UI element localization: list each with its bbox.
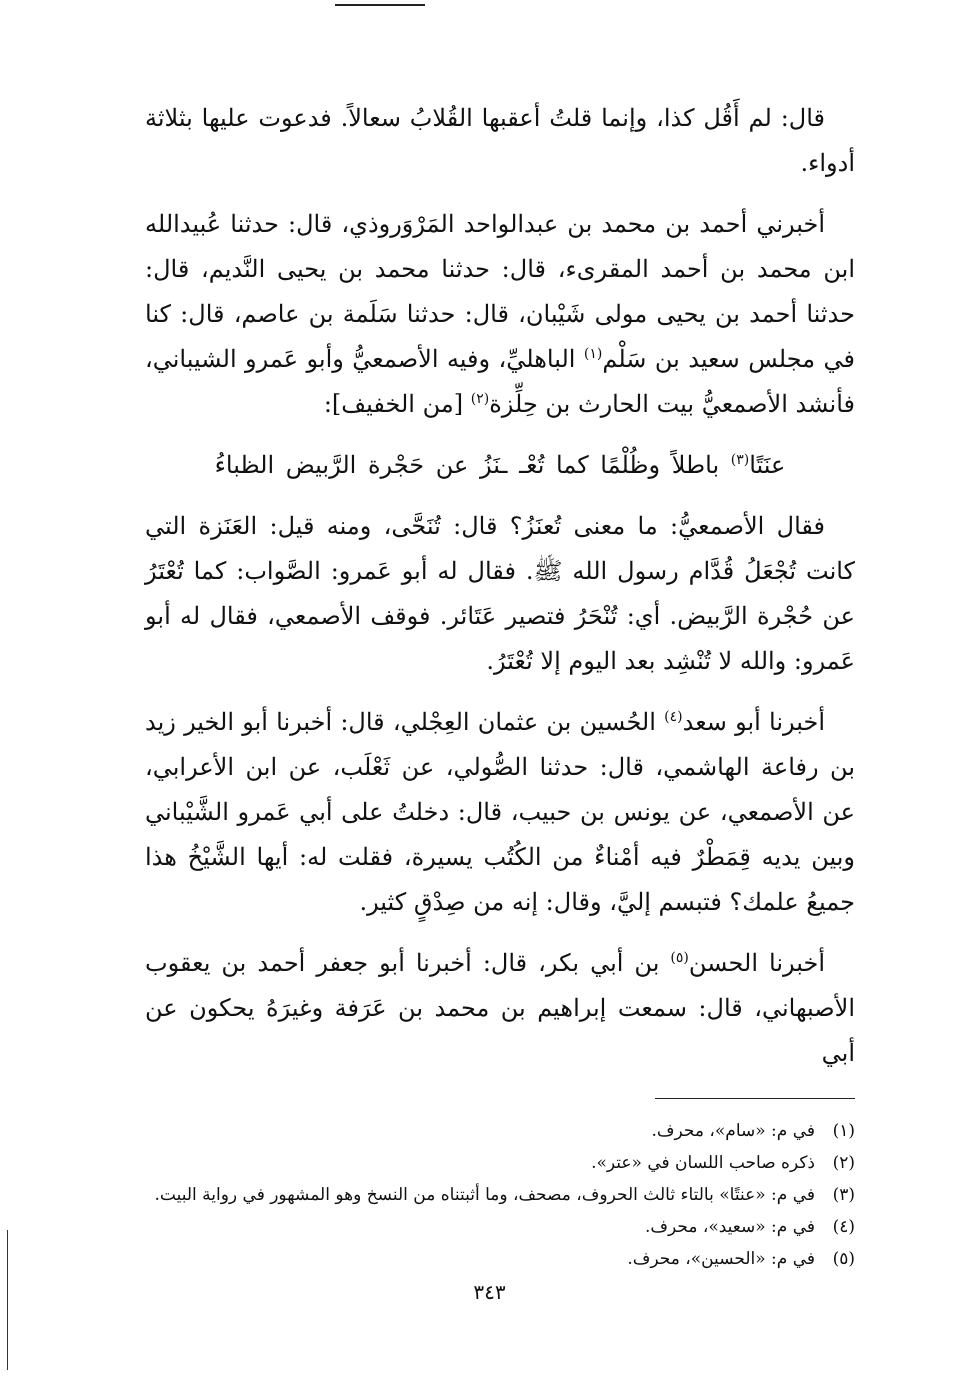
footnote-number: (٢) [832,1153,855,1173]
page-number: ٣٤٣ [473,1280,506,1304]
footnote-ref: (٢) [470,391,490,407]
text-segment: [من الخفيف]: [323,390,471,418]
footnote-text: في م: «سعيد»، محرف. [644,1217,815,1237]
footnote-separator [655,1098,855,1099]
footnote-number: (٣) [832,1185,855,1205]
text-segment: أخبرنا الحسن [688,949,825,977]
footnote [145,1179,855,1211]
paragraph: فقال الأصمعيُّ: ما معنى تُعنَزُ؟ قال: تُنَحَّى، ومنه قيل: العَنَزة التي كانت تُجْعَلُ قُدَّام رسول الله ﷺ. فقال له أبو عَمرو: الصَّواب: كما تُعْتَرُ عن حُجْرة الرَّبيض. أي: تُنْحَرُ فتصير عَتَائر. فوقف الأصمعي، فقال له أبو عَمرو: والله لا تُنْشِد بعد اليوم إلا تُعْتَرُ. [145,512,855,675]
body-text [145,96,855,1076]
text-segment: أخبرنا أبو سعد [682,708,826,736]
text-segment: عنَتًا [749,451,786,479]
footnote-number: (١) [832,1121,855,1141]
footnote-ref: (١) [583,346,603,362]
paragraph: قال: لم أَقُل كذا، وإنما قلتُ أعقبها القُلابُ سعالاً. فدعوت عليها بثلاثة أدواء. [145,104,855,177]
footnote-text: في م: «سام»، محرف. [651,1121,815,1141]
paragraph [145,941,855,1076]
footnote [145,1115,855,1147]
page-body [145,96,855,1316]
footnote-ref: (٥) [670,950,689,966]
footnote-text: ذكره صاحب اللسان في «عتر». [591,1153,815,1173]
paragraph [145,202,855,427]
text-segment: الحُسين بن عثمان العِجْلي، قال: أخبرنا أبو الخير زيد بن رفاعة الهاشمي، قال: حدثنا الصُّولي، عن ثَعْلَب، عن ابن الأعرابي، عن الأصمعي، عن يونس بن حبيب، قال: دخلتُ على أبي عَمرو الشَّيْباني وبين يديه قِمَطْرٌ فيه أمْناءٌ من الكُتُب يسيرة، فقلت له: أيها الشَّيْخُ هذا جميعُ علمك؟ فتبسم إليَّ، وقال: إنه من صِدْقٍ كثير. [145,708,855,916]
footnote-text: في م: «الحسين»، محرف. [627,1249,815,1269]
footnote [145,1147,855,1179]
footnote-ref: (٣) [730,452,750,468]
footnote-list [145,1115,855,1275]
footnote-number: (٥) [832,1249,855,1269]
paragraph [145,700,855,925]
footnote-number: (٤) [832,1217,855,1237]
footnote [145,1211,855,1243]
text-segment: أخبرني أحمد بن محمد بن عبدالواحد المَرْوَروذي، قال: حدثنا عُبيدالله ابن محمد بن أحمد المقرىء، قال: حدثنا محمد بن يحيى النَّديم، قال: حدثنا أحمد بن يحيى مولى شَيْبان، قال: حدثنا سَلَمة بن عاصم، قال: كنا في مجلس سعيد بن سَلْم [145,210,855,373]
footnote [145,1243,855,1275]
footnote-text: في م: «عنتًا» بالتاء ثالث الحروف، مصحف، وما أثبتناه من النسخ وهو المشهور في رواية البيت. [154,1185,815,1205]
text-segment: باطلاً وظُلْمًا كما تُعْـ ـنَزُ عن حَجْرة الرَّبيض الظباءُ [214,451,731,479]
top-rule [335,4,425,6]
verse-line [145,443,855,488]
footnote-ref: (٤) [664,709,683,725]
text-segment: الباهليِّ، وفيه الأصمعيُّ وأبو عَمرو الشيباني، فأنشد الأصمعيُّ بيت الحارث بن حِلِّزة [145,345,855,418]
text-segment: بن أبي بكر، قال: أخبرنا أبو جعفر أحمد بن يعقوب الأصبهاني، قال: سمعت إبراهيم بن محمد بن عَرَفة وغيرَهُ يحكون عن أبي [145,949,855,1067]
